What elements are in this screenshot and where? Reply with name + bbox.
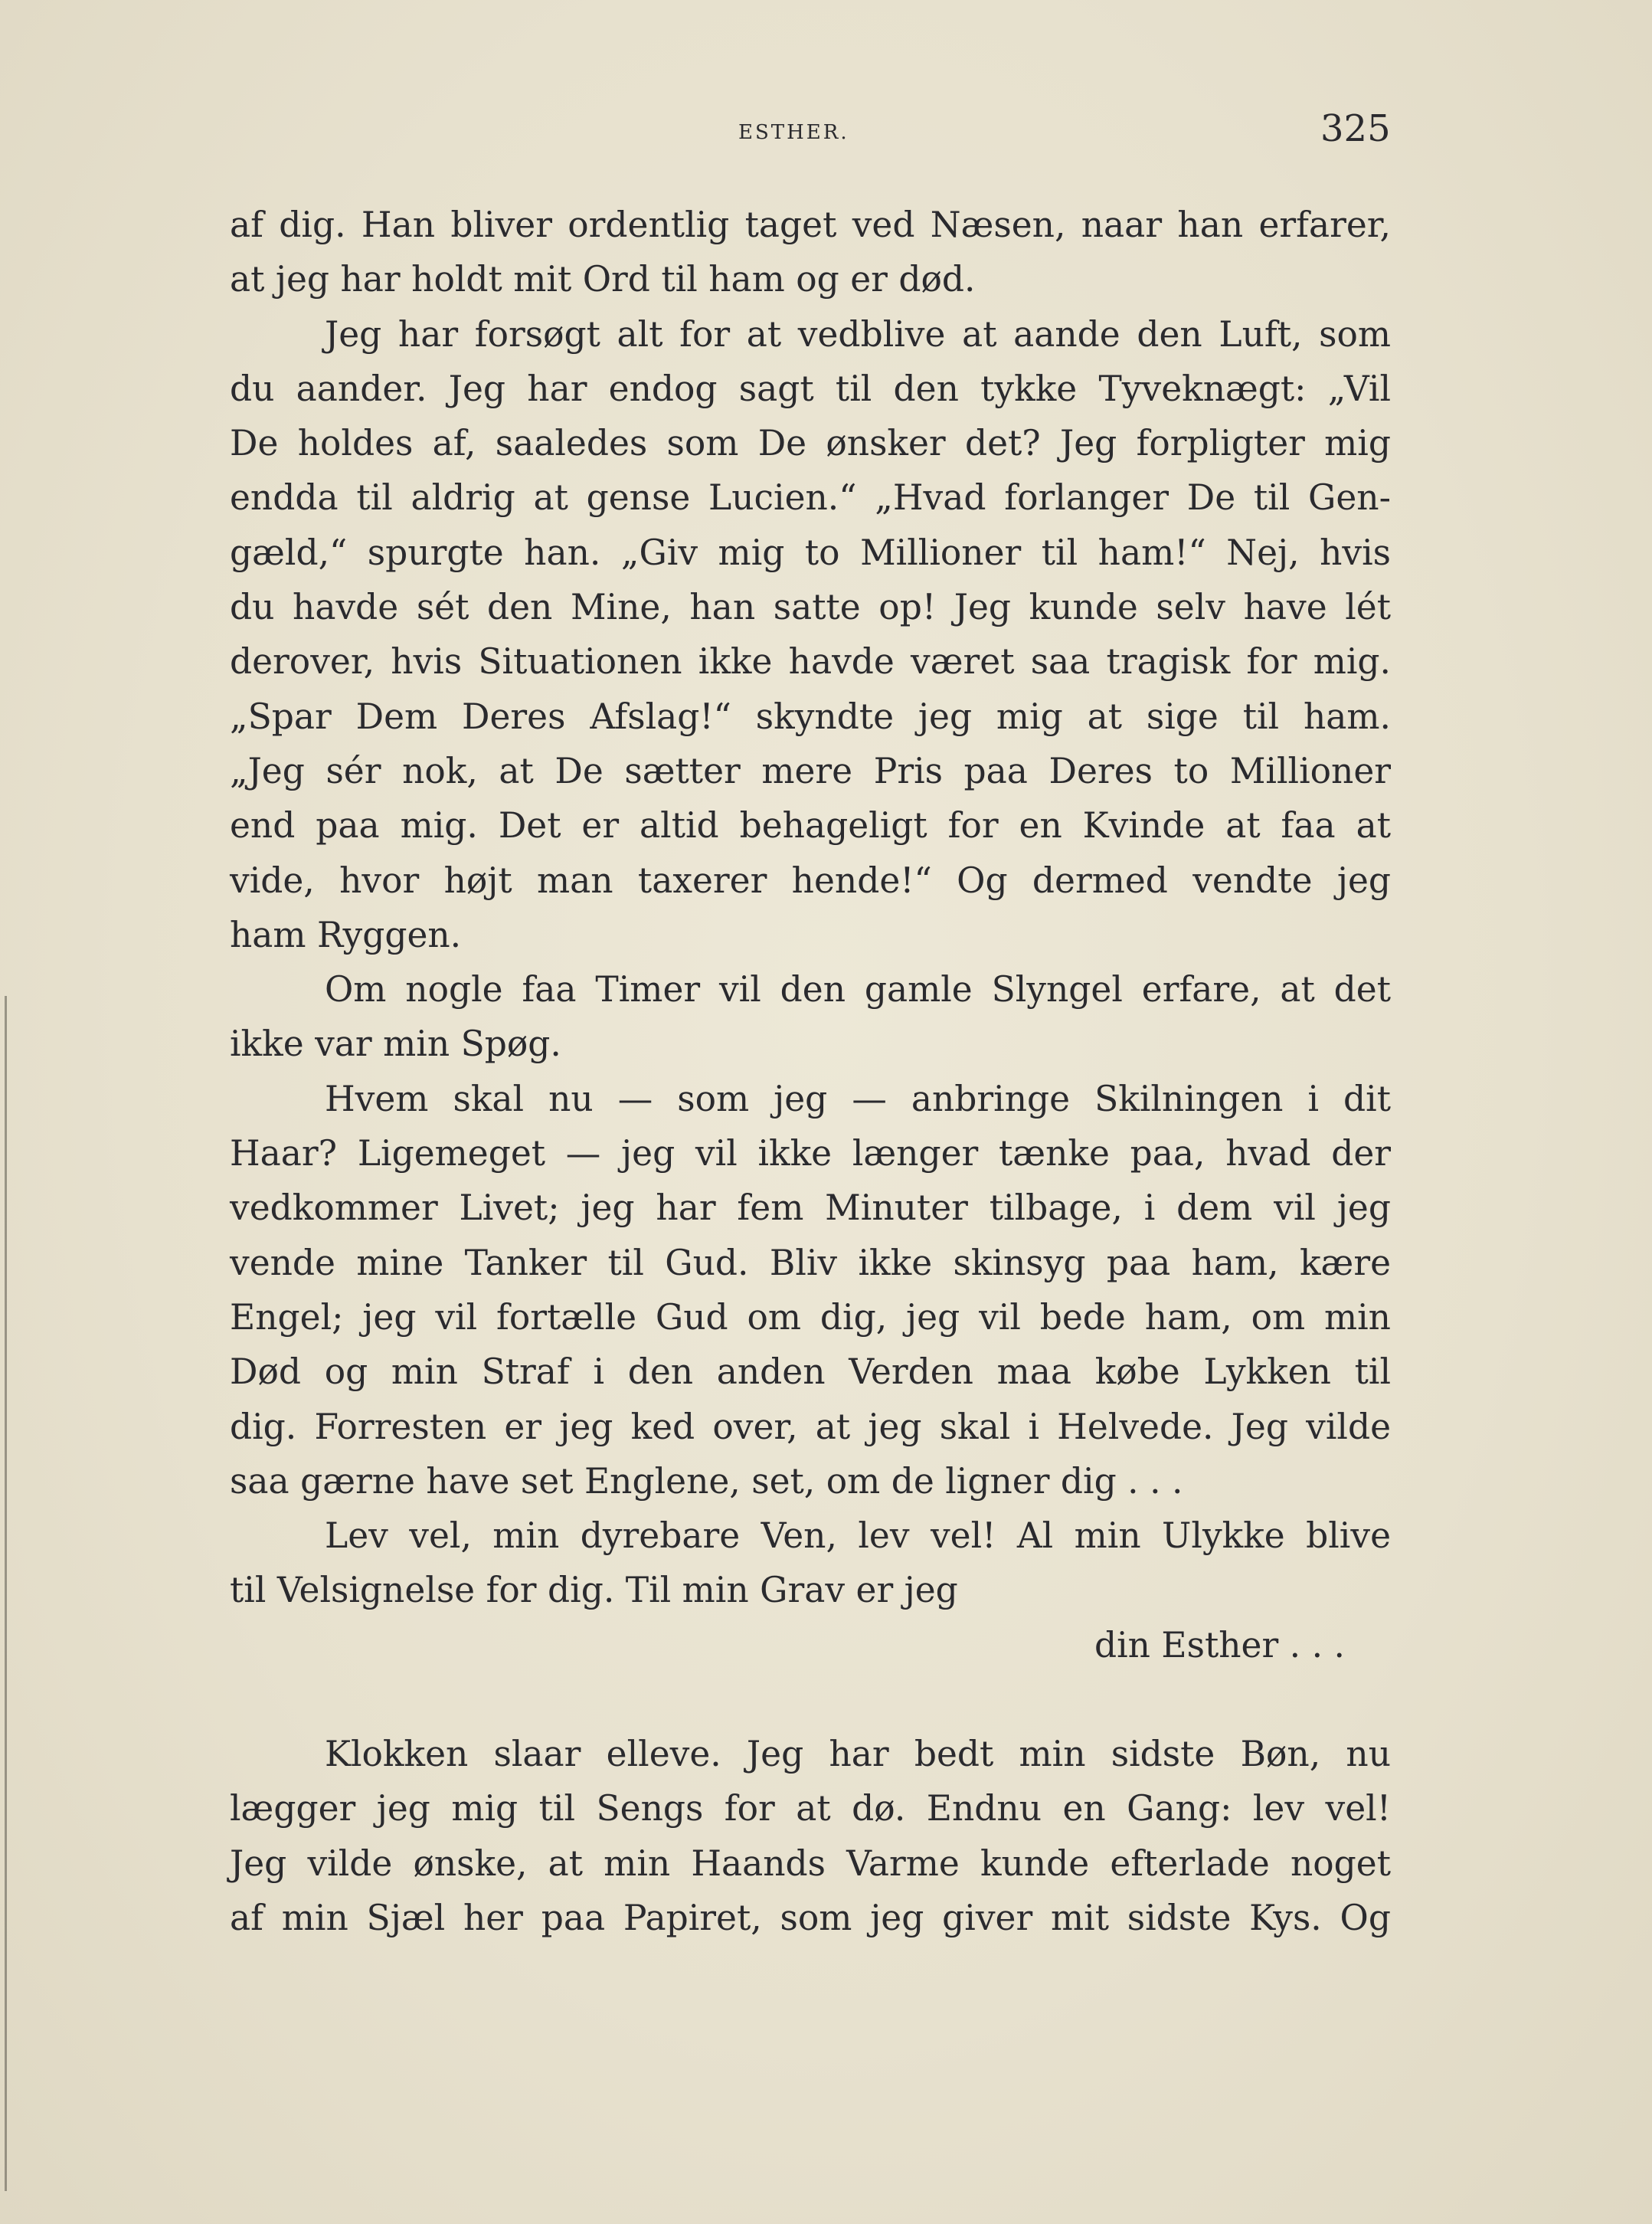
text-line: du aander. Jeg har endog sagt til den tykke Tyveknægt: „Vil <box>230 368 1391 409</box>
page-edge-shadow <box>5 996 7 2191</box>
text-line: end paa mig. Det er altid behageligt for en Kvinde at faa at <box>230 805 1391 847</box>
text-line: Klokken slaar elleve. Jeg har bedt min sidste Bøn, nu <box>325 1734 1391 1775</box>
text-line: af dig. Han bliver ordentlig taget ved Næsen, naar han erfarer, <box>230 205 1391 245</box>
text-line: til Velsignelse for dig. Til min Grav er jeg <box>230 1570 958 1611</box>
text-line: „Jeg sér nok, at De sætter mere Pris paa Deres to Millioner <box>230 750 1391 791</box>
text-line: vedkommer Livet; jeg har fem Minuter tilbage, i dem vil jeg <box>230 1187 1391 1229</box>
text-line: derover, hvis Situationen ikke havde været saa tragisk for mig. <box>230 641 1391 683</box>
text-line: Hvem skal nu — som jeg — anbringe Skilningen i dit <box>325 1078 1391 1119</box>
text-line: ham Ryggen. <box>230 914 462 955</box>
text-line: „Spar Dem Deres Afslag!“ skyndte jeg mig at sige til ham. <box>230 696 1391 737</box>
text-line: Om nogle faa Timer vil den gamle Slyngel erfare, at det <box>325 969 1391 1010</box>
section-break <box>230 1672 1391 1727</box>
text-line: ikke var min Spøg. <box>230 1024 561 1065</box>
signature-line: din Esther . . . <box>1094 1624 1345 1666</box>
text-line: endda til aldrig at gense Lucien.“ „Hvad forlanger De til Gen- <box>230 477 1391 519</box>
text-line: dig. Forresten er jeg ked over, at jeg skal i Helvede. Jeg vilde <box>230 1406 1391 1447</box>
text-line: Jeg har forsøgt alt for at vedblive at aande den Luft, som <box>325 313 1391 355</box>
text-line: vende mine Tanker til Gud. Bliv ikke skinsyg paa ham, kære <box>230 1242 1391 1283</box>
text-line: vide, hvor højt man taxerer hende!“ Og dermed vendte jeg <box>230 860 1391 901</box>
text-line: Jeg vilde ønske, at min Haands Varme kunde efterlade noget <box>230 1842 1391 1884</box>
body-text <box>230 198 1391 1945</box>
page-number: 325 <box>1320 107 1391 150</box>
text-line: gæld,“ spurgte han. „Giv mig to Millioner til ham!“ Nej, hvis <box>230 532 1391 573</box>
text-line: saa gærne have set Englene, set, om de ligner dig . . . <box>230 1460 1183 1502</box>
text-line: Haar? Ligemeget — jeg vil ikke længer tænke paa, hvad der <box>230 1133 1391 1174</box>
running-head: ESTHER. <box>738 121 849 144</box>
text-line: De holdes af, saaledes som De ønsker det? Jeg forpligter mig <box>230 423 1391 464</box>
text-line: Engel; jeg vil fortælle Gud om dig, jeg vil bede ham, om min <box>230 1296 1391 1338</box>
text-line: du havde sét den Mine, han satte op! Jeg kunde selv have lét <box>230 587 1391 628</box>
text-line: Død og min Straf i den anden Verden maa købe Lykken til <box>230 1351 1391 1393</box>
text-line: at jeg har holdt mit Ord til ham og er død. <box>230 259 976 300</box>
text-line: af min Sjæl her paa Papiret, som jeg giver mit sidste Kys. Og <box>230 1897 1391 1938</box>
text-line: lægger jeg mig til Sengs for at dø. Endnu en Gang: lev vel! <box>230 1788 1391 1829</box>
text-line: Lev vel, min dyrebare Ven, lev vel! Al min Ulykke blive <box>325 1515 1391 1557</box>
